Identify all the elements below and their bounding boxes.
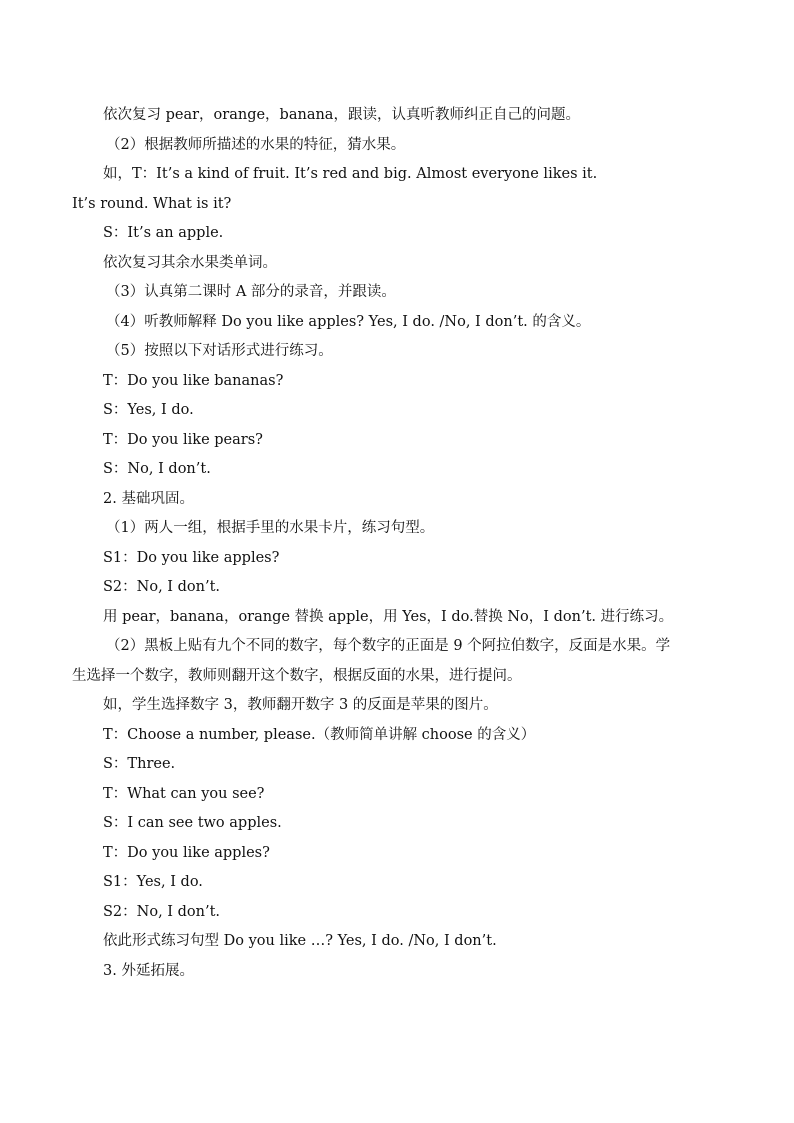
text-line: T：Do you like apples?: [103, 844, 270, 861]
text-line: S2：No, I don’t.: [103, 579, 221, 595]
text-line: T：Choose a number, please.（教师简单讲解 choose 的含义）: [103, 726, 536, 743]
text-line: S：It’s an apple.: [103, 225, 224, 241]
text-line: 用 pear，banana，orange 替换 apple，用 Yes，I do.替换 No，I don’t. 进行练习。: [103, 608, 674, 625]
section-heading: 2. 基础巩固。: [103, 490, 194, 507]
text-line: T：Do you like pears?: [103, 431, 263, 448]
text-line: （2）根据教师所描述的水果的特征，猜水果。: [106, 136, 406, 153]
text-line: 如，T：It’s a kind of fruit. It’s red and big. Almost everyone likes it.: [103, 166, 598, 182]
text-line: S：Three.: [103, 756, 176, 772]
text-line: S2：No, I don’t.: [103, 903, 221, 920]
text-line: （3）认真第二课时 A 部分的录音，并跟读。: [106, 284, 396, 300]
text-line: S：Yes, I do.: [103, 402, 194, 418]
text-line: 依次复习 pear，orange，banana，跟读，认真听教师纠正自己的问题。: [103, 107, 580, 123]
text-line: 生选择一个数字，教师则翻开这个数字，根据反面的水果，进行提问。: [72, 667, 522, 684]
text-line: （4）听教师解释 Do you like apples? Yes, I do. /No, I don’t. 的含义。: [106, 313, 591, 330]
text-line: S1：Do you like apples?: [103, 549, 280, 566]
text-line: 依此形式练习句型 Do you like …? Yes, I do. /No, I don’t.: [103, 933, 497, 949]
text-line: T：Do you like bananas?: [103, 372, 284, 389]
text-line: T：What can you see?: [103, 785, 265, 802]
text-line: （2）黑板上贴有九个不同的数字，每个数字的正面是 9 个阿拉伯数字，反面是水果。学: [106, 638, 671, 654]
text-line: S：I can see two apples.: [103, 815, 282, 831]
text-line: It’s round. What is it?: [72, 195, 232, 212]
text-line: 依次复习其余水果类单词。: [103, 254, 277, 271]
text-line: （5）按照以下对话形式进行练习。: [106, 343, 333, 359]
text-line: S：No, I don’t.: [103, 461, 211, 477]
text-line: （1）两人一组，根据手里的水果卡片，练习句型。: [106, 520, 435, 536]
text-line: S1：Yes, I do.: [103, 874, 203, 890]
section-heading: 3. 外延拓展。: [103, 962, 194, 979]
text-line: 如，学生选择数字 3，教师翻开数字 3 的反面是苹果的图片。: [103, 697, 498, 713]
document-body: [72, 101, 722, 986]
